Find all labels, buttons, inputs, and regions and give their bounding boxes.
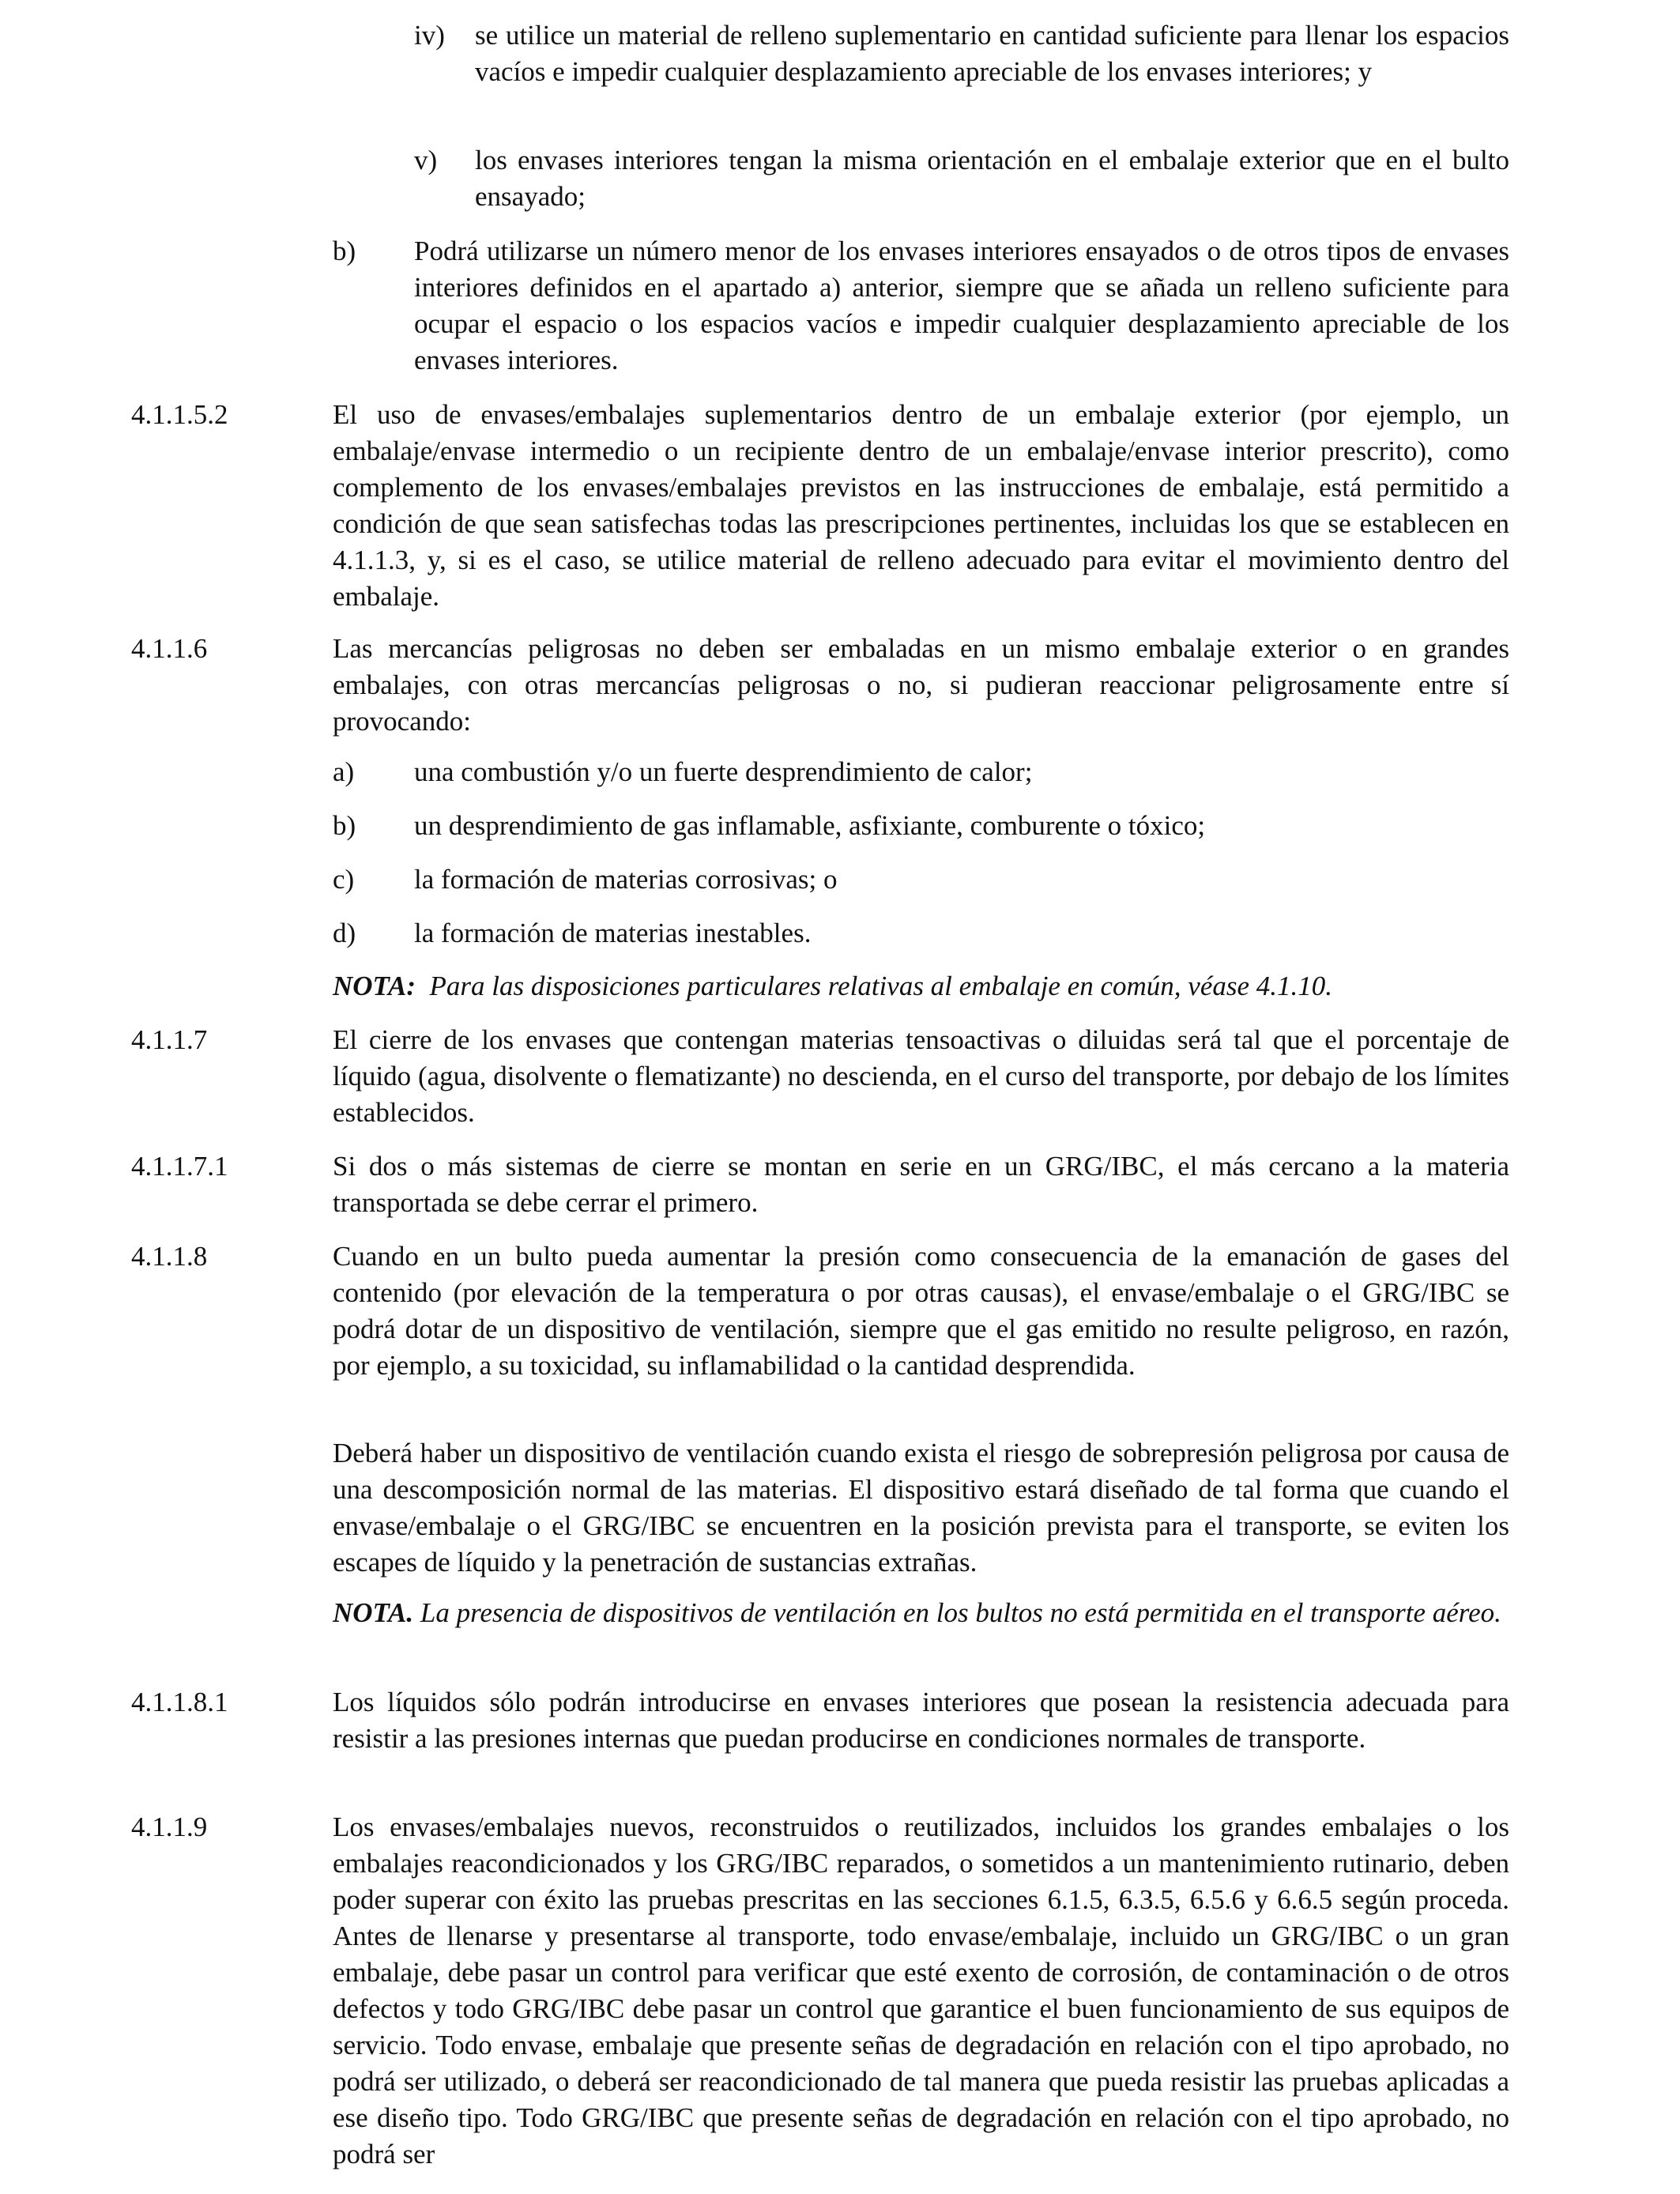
section-text-4-1-1-8: Cuando en un bulto pueda aumentar la presión como consecuencia de la emanación de gases del contenido (por elevación de la temperatura o por otras causas), el envase/embalaje o el GRG/IBC se podrá dotar de un dispositivo de ventilación, siempre que el gas emitido no resulte peligroso, en razón, por ejemplo, a su toxicidad, su inflamabilidad o la cantidad desprendida. (333, 1241, 1509, 1381)
list-item-v-text: los envases interiores tengan la misma orientación en el embalaje exterior que en el bulto ensayado; (475, 145, 1509, 212)
nota-4-1-1-6 (333, 968, 1509, 1005)
section-number-4-1-1-8: 4.1.1.8 (131, 1241, 208, 1272)
section-number-4-1-1-7-1: 4.1.1.7.1 (131, 1151, 228, 1182)
section-text-4-1-1-8-para2: Deberá haber un dispositivo de ventilación cuando exista el riesgo de sobrepresión peligrosa por causa de una descomposición normal de las materias. El dispositivo estará diseñado de tal forma que cuando el envase/embalaje o el GRG/IBC se encuentren en la posición prevista para el transporte, se eviten los escapes de líquido y la penetración de sustancias extrañas. (333, 1438, 1509, 1578)
list-item-a-text: una combustión y/o un fuerte desprendimiento de calor; (414, 756, 1033, 787)
section-text-4-1-1-7-1: Si dos o más sistemas de cierre se montan en serie en un GRG/IBC, el más cercano a la materia transportada se debe cerrar el primero. (333, 1151, 1509, 1218)
section-number-4-1-1-7: 4.1.1.7 (131, 1024, 208, 1055)
section-number-4-1-1-8-1: 4.1.1.8.1 (131, 1687, 228, 1717)
section-number-4-1-1-9: 4.1.1.9 (131, 1811, 208, 1842)
list-label-a: a) (333, 756, 355, 787)
list-item-d-text: la formación de materias inestables. (414, 918, 812, 948)
list-item-b-text: Podrá utilizarse un número menor de los envases interiores ensayados o de otros tipos de envases interiores definidos en el apartado a) anterior, siempre que se añada un relleno suficiente para ocupar el espacio o los espacios vacíos e impedir cualquier desplazamiento apreciable de los envases interiores. (414, 236, 1509, 375)
nota-4-1-1-8 (333, 1595, 1509, 1631)
list-item-iv-text: se utilice un material de relleno suplementario en cantidad suficiente para llenar los espacios vacíos e impedir cualquier desplazamiento apreciable de los envases interiores; y (475, 20, 1509, 87)
list-label-b2: b) (333, 810, 356, 841)
list-label-b: b) (333, 236, 356, 266)
list-item-c-text: la formación de materias corrosivas; o (414, 864, 838, 895)
nota-label: NOTA: (333, 971, 416, 1001)
list-label-d: d) (333, 918, 356, 948)
list-label-v: v) (414, 145, 438, 175)
list-item-b2-text: un desprendimiento de gas inflamable, asfixiante, comburente o tóxico; (414, 810, 1206, 841)
section-text-4-1-1-9: Los envases/embalajes nuevos, reconstruidos o reutilizados, incluidos los grandes embalajes o los embalajes reacondicionados y los GRG/IBC reparados, o sometidos a un mantenimiento rutinario, deben poder superar con éxito las pruebas prescritas en las secciones 6.1.5, 6.3.5, 6.5.6 y 6.6.5 según proceda. Antes de llenarse y presentarse al transporte, todo envase/embalaje, incluido un GRG/IBC o un gran embalaje, debe pasar un control para verificar que esté exento de corrosión, de contaminación o de otros defectos y todo GRG/IBC debe pasar un control que garantice el buen funcionamiento de sus equipos de servicio. Todo envase, embalaje que presente señas de degradación en relación con el tipo aprobado, no podrá ser utilizado, o deberá ser reacondicionado de tal manera que pueda resistir las pruebas aplicadas a ese diseño tipo. Todo GRG/IBC que presente señas de degradación en relación con el tipo aprobado, no podrá ser (333, 1811, 1509, 2169)
section-text-4-1-1-8-1: Los líquidos sólo podrán introducirse en envases interiores que posean la resistencia adecuada para resistir a las presiones internas que puedan producirse en condiciones normales de transporte. (333, 1687, 1509, 1754)
list-label-iv: iv) (414, 20, 445, 51)
section-text-4-1-1-5-2: El uso de envases/embalajes suplementarios dentro de un embalaje exterior (por ejemplo, un embalaje/envase intermedio o un recipiente dentro de un embalaje/envase interior prescrito), como complemento de los envases/embalajes previstos en las instrucciones de embalaje, está permitido a condición de que sean satisfechas todas las prescripciones pertinentes, incluidas los que se establecen en 4.1.1.3, y, si es el caso, se utilice material de relleno adecuado para evitar el movimiento dentro del embalaje. (333, 399, 1509, 612)
section-text-4-1-1-7: El cierre de los envases que contengan materias tensoactivas o diluidas será tal que el porcentaje de líquido (agua, disolvente o flematizante) no descienda, en el curso del transporte, por debajo de los límites establecidos. (333, 1024, 1509, 1128)
section-number-4-1-1-5-2: 4.1.1.5.2 (131, 399, 228, 430)
list-label-c: c) (333, 864, 355, 895)
nota-text: Para las disposiciones particulares relativas al embalaje en común, véase 4.1.10. (429, 971, 1333, 1001)
nota-label: NOTA. (333, 1597, 414, 1628)
section-number-4-1-1-6: 4.1.1.6 (131, 633, 208, 664)
nota-text: La presencia de dispositivos de ventilación en los bultos no está permitida en el transporte aéreo. (420, 1597, 1501, 1628)
section-text-4-1-1-6: Las mercancías peligrosas no deben ser embaladas en un mismo embalaje exterior o en grandes embalajes, con otras mercancías peligrosas o no, si pudieran reaccionar peligrosamente entre sí provocando: (333, 633, 1509, 737)
